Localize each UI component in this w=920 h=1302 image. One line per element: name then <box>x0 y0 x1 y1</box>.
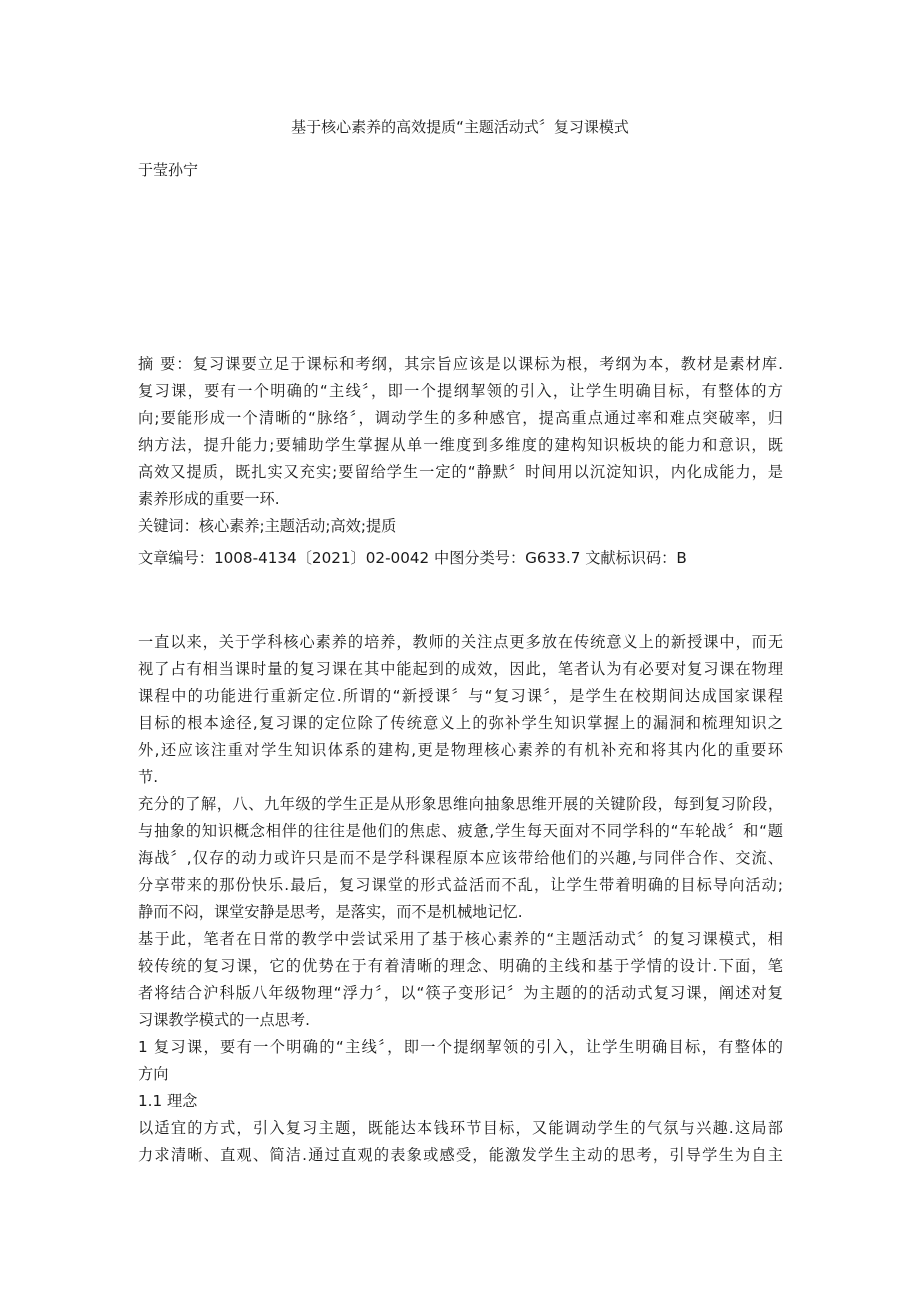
body-line: 与抽象的知识概念相伴的往往是他们的焦虑、疲惫,学生每天面对不同学科的“车轮战〞和“题 <box>138 822 783 840</box>
abstract-line: 向;要能形成一个清晰的“脉络〞，调动学生的多种感官，提高重点通过率和难点突破率，归 <box>138 409 783 427</box>
abstract-line: 纳方法，提升能力;要辅助学生掌握从单一维度到多维度的建构知识板块的能力和意识，既 <box>138 436 783 454</box>
abstract-line: 素养形成的重要一环. <box>138 490 280 508</box>
body-line: 较传统的复习课，它的优势在于有着清晰的理念、明确的主线和基于学情的设计.下面，笔 <box>138 957 783 975</box>
body-line: 者将结合沪科版八年级物理“浮力〞，以“筷子变形记〞为主题的的活动式复习课，阐述对复 <box>138 984 783 1002</box>
abstract-line: 复习课，要有一个明确的“主线〞，即一个提纲挈领的引入，让学生明确目标，有整体的方 <box>138 382 783 400</box>
body-line: 外,还应该注重对学生知识体系的建构,更是物理核心素养的有机补充和将其内化的重要环 <box>138 741 783 759</box>
body-line: 分享带来的那份快乐.最后，复习课堂的形式益活而不乱，让学生带着明确的目标导向活动; <box>138 876 783 894</box>
section-heading: 1 复习课，要有一个明确的“主线〞，即一个提纲挈领的引入，让学生明确目标，有整体的 <box>138 1038 783 1056</box>
body-line: 静而不闷，课堂安静是思考，是落实，而不是机械地记忆. <box>138 903 523 921</box>
article-number-line: 文章编号：1008-4134〔2021〕02-0042 中图分类号：G633.7 文献标识码：B <box>138 549 687 567</box>
section-heading: 方向 <box>138 1065 169 1083</box>
subsection-heading: 1.1 理念 <box>138 1092 198 1110</box>
body-line: 节. <box>138 768 159 786</box>
body-line: 课程中的功能进行重新定位.所谓的“新授课〞与“复习课〞，是学生在校期间达成国家课程 <box>138 687 783 705</box>
keywords-line: 关键词：核心素养;主题活动;高效;提质 <box>138 517 397 535</box>
body-line: 目标的根本途径,复习课的定位除了传统意义上的弥补学生知识掌握上的漏洞和梳理知识之 <box>138 714 783 732</box>
body-line: 以适宜的方式，引入复习主题，既能达本钱环节目标，又能调动学生的气氛与兴趣.这局部 <box>138 1119 783 1137</box>
abstract-line: 高效又提质，既扎实又充实;要留给学生一定的“静默〞时间用以沉淀知识，内化成能力，是 <box>138 463 783 481</box>
author-line: 于莹孙宁 <box>138 161 199 179</box>
abstract-line: 摘 要：复习课要立足于课标和考纲，其宗旨应该是以课标为根，考纲为本，教材是素材库. <box>138 355 783 373</box>
document-title: 基于核心素养的高效提质“主题活动式〞复习课模式 <box>291 118 629 136</box>
body-line: 充分的了解，八、九年级的学生正是从形象思维向抽象思维开展的关键阶段，每到复习阶段， <box>138 795 783 813</box>
body-line: 海战〞,仅存的动力或许只是而不是学科课程原本应该带给他们的兴趣,与同伴合作、交流、 <box>138 849 783 867</box>
body-line: 视了占有相当课时量的复习课在其中能起到的成效，因此，笔者认为有必要对复习课在物理 <box>138 660 783 678</box>
body-line: 力求清晰、直观、简洁.通过直观的表象或感受，能激发学生主动的思考，引导学生为自主 <box>138 1146 783 1164</box>
body-line: 一直以来，关于学科核心素养的培养，教师的关注点更多放在传统意义上的新授课中，而无 <box>138 633 783 651</box>
body-line: 习课教学模式的一点思考. <box>138 1011 310 1029</box>
body-line: 基于此，笔者在日常的教学中尝试采用了基于核心素养的“主题活动式〞的复习课模式，相 <box>138 930 783 948</box>
